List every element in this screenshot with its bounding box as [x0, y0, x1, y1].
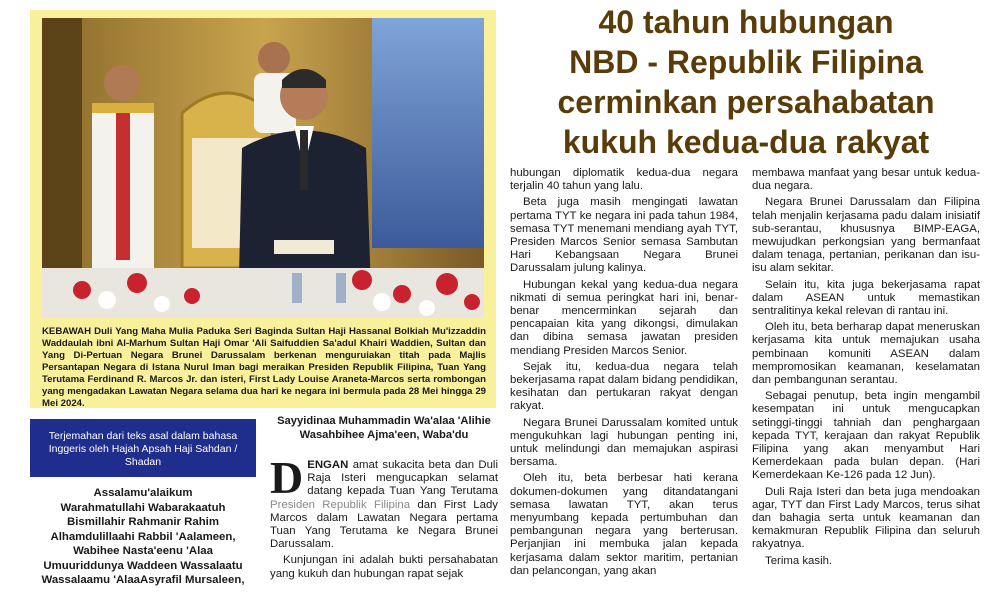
- opening-greeting: [30, 486, 256, 588]
- greeting-line: Wabihee Nasta'eenu 'Alaa: [73, 545, 213, 557]
- headline-line: NBD - Republik Filipina: [569, 44, 923, 80]
- article-column-right: [752, 167, 980, 568]
- article-paragraph: Kunjungan ini adalah bukti persahabatan yang kukuh dan hubungan rapat sejak: [270, 554, 498, 580]
- greeting-line: Assalamu'alaikum: [93, 487, 193, 499]
- article-paragraph: Sejak itu, kedua-dua negara telah bekerjasama rapat dalam bidang pendidikan, kesihatan dan pertukaran rakyat dengan rakyat.: [510, 360, 738, 413]
- greeting-line: Wassalaamu 'AlaaAsyrafil Mursaleen,: [41, 574, 245, 586]
- article-paragraph: [270, 452, 498, 551]
- article-column-middle: [510, 167, 738, 578]
- drop-cap: D: [270, 452, 304, 503]
- article-paragraph: hubungan diplomatik kedua-dua negara terjalin 40 tahun yang lalu.: [510, 167, 738, 193]
- article-paragraph: Sebagai penutup, beta ingin mengambil kesempatan ini untuk mengucapkan setinggi-tinggi tahniah dan penghargaan kepada TYT, kerajaan dan rakyat Republik Filipina yang akan menyambut Hari Kemerdekaan pada bulan depan. (Hari Kemerdekaan Ke-126 pada 12 Jun).: [752, 390, 980, 482]
- greeting-continuation-line: Wasahbihee Ajma'een, Waba'du: [299, 429, 469, 441]
- article-paragraph: membawa manfaat yang besar untuk kedua-dua negara.: [752, 167, 980, 193]
- photo-caption: KEBAWAH Duli Yang Maha Mulia Paduka Seri Baginda Sultan Haji Hassanal Bolkiah Mu'izzaddin Waddaulah ibni Al-Marhum Sultan Haji Omar 'Ali Saifuddien Sa'adul Khairi Waddien, Sultan dan Yang Di-Pertuan Negara Brunei Darussalam berkenan menguruiakan titah pada Majlis Persantapan Negara di Istana Nurul Iman bagi meraikan Presiden Republik Filipina, Tuan Yang Terutama Ferdinand R. Marcos Jr. dan isteri, First Lady Louise Araneta-Marcos serta rombongan yang mengadakan Lawatan Negara selama dua hari ke negara ini bermula pada 28 Mei hingga 29 Mei 2024.: [42, 326, 486, 409]
- greeting-continuation-line: Sayyidinaa Muhammadin Wa'alaa 'Alihie: [277, 415, 491, 427]
- greeting-line: Alhamdulillaahi Rabbil 'Aalameen,: [50, 530, 236, 543]
- greeting-line: Umuuriddunya Waddeen Wassalaatu: [43, 559, 243, 572]
- headline-line: 40 tahun hubungan: [598, 4, 894, 40]
- article-paragraph: Hubungan kekal yang kedua-dua negara nikmati di semua peringkat hari ini, benar-benar mencerminkan sejarah dan pencapaian kita yang dikongsi, dimulakan dan dibina semasa jawatan presiden mendiang Presiden Marcos Senior.: [510, 278, 738, 357]
- highlighted-text: Presiden Republik Filipina: [270, 498, 411, 511]
- article-paragraph: Oleh itu, beta berharap dapat meneruskan kerjasama kita untuk memajukan usaha pembinaan komuniti ASEAN dalam mempromosikan keamanan, keselamatan dan pembangunan serantau.: [752, 321, 980, 387]
- article-paragraph: Negara Brunei Darussalam komited untuk mengukuhkan lagi hubungan penting ini, untuk melindungi dan memajukan aspirasi bersama.: [510, 416, 738, 469]
- greeting-line: Warahmatullahi Wabarakaatuh: [60, 501, 226, 514]
- paragraph-text: amat sukacita beta dan Duli Raja Isteri mengucapkan selamat datang kepada Tuan Yang Terutama: [307, 459, 498, 498]
- headline: [508, 2, 984, 162]
- photo-sultan-speech: [42, 18, 484, 318]
- article-paragraph: Beta juga masih mengingati lawatan pertama TYT ke negara ini pada tahun 1984, semasa TYT menemani mendiang ayah TYT, Presiden Marcos Senior semasa Sambutan Hari Kebangsaan Negara Brunei Darussalam julung kalinya.: [510, 196, 738, 275]
- lead-word: ENGAN: [307, 459, 349, 471]
- article-paragraph: Duli Raja Isteri dan beta juga mendoakan agar, TYT dan First Lady Marcos, terus sihat dan bahagia serta untuk keamanan dan kemakmuran Republik Filipina dan seluruh rakyatnya.: [752, 485, 980, 551]
- article-column-left: [270, 452, 498, 581]
- headline-line: cerminkan persahabatan: [557, 84, 935, 120]
- translation-note: Terjemahan dari teks asal dalam bahasa Inggeris oleh Hajah Apsah Haji Sahdan / Shadan: [30, 419, 256, 477]
- article-paragraph: Terima kasih.: [765, 554, 833, 567]
- photo-box: [30, 10, 496, 408]
- article-paragraph: Negara Brunei Darussalam dan Filipina telah menjalin kerjasama padu dalam inisiatif sub-serantau, khususnya BIMP-EAGA, mewujudkan perkongsian yang bermanfaat dalam tenaga, pertanian, perikanan dan isu-isu alam sekitar.: [752, 196, 980, 275]
- headline-line: kukuh kedua-dua rakyat: [562, 124, 930, 160]
- paragraph-text: dan First Lady Marcos dalam Lawatan Negara pertama Tuan Yang Terutama ke Negara Brunei Darussalam.: [270, 498, 498, 551]
- greeting-line: Bismillahir Rahmanir Rahim: [67, 516, 219, 528]
- article-paragraph: Oleh itu, beta berbesar hati kerana dokumen-dokumen yang ditandatangani semasa lawatan TYT, akan terus menyumbang kepada pertumbuhan dan pembangunan negara yang berterusan. Perjanjian ini membuka jalan kepada kerjasama dalam sektor maritim, pertanian dan pelancongan, yang akan: [510, 472, 738, 577]
- article-paragraph: Selain itu, kita juga bekerjasama rapat dalam ASEAN untuk memastikan sentralitinya kekal relevan di rantau ini.: [752, 278, 980, 318]
- greeting-continuation: [264, 414, 504, 442]
- photo-illustration: [42, 18, 484, 318]
